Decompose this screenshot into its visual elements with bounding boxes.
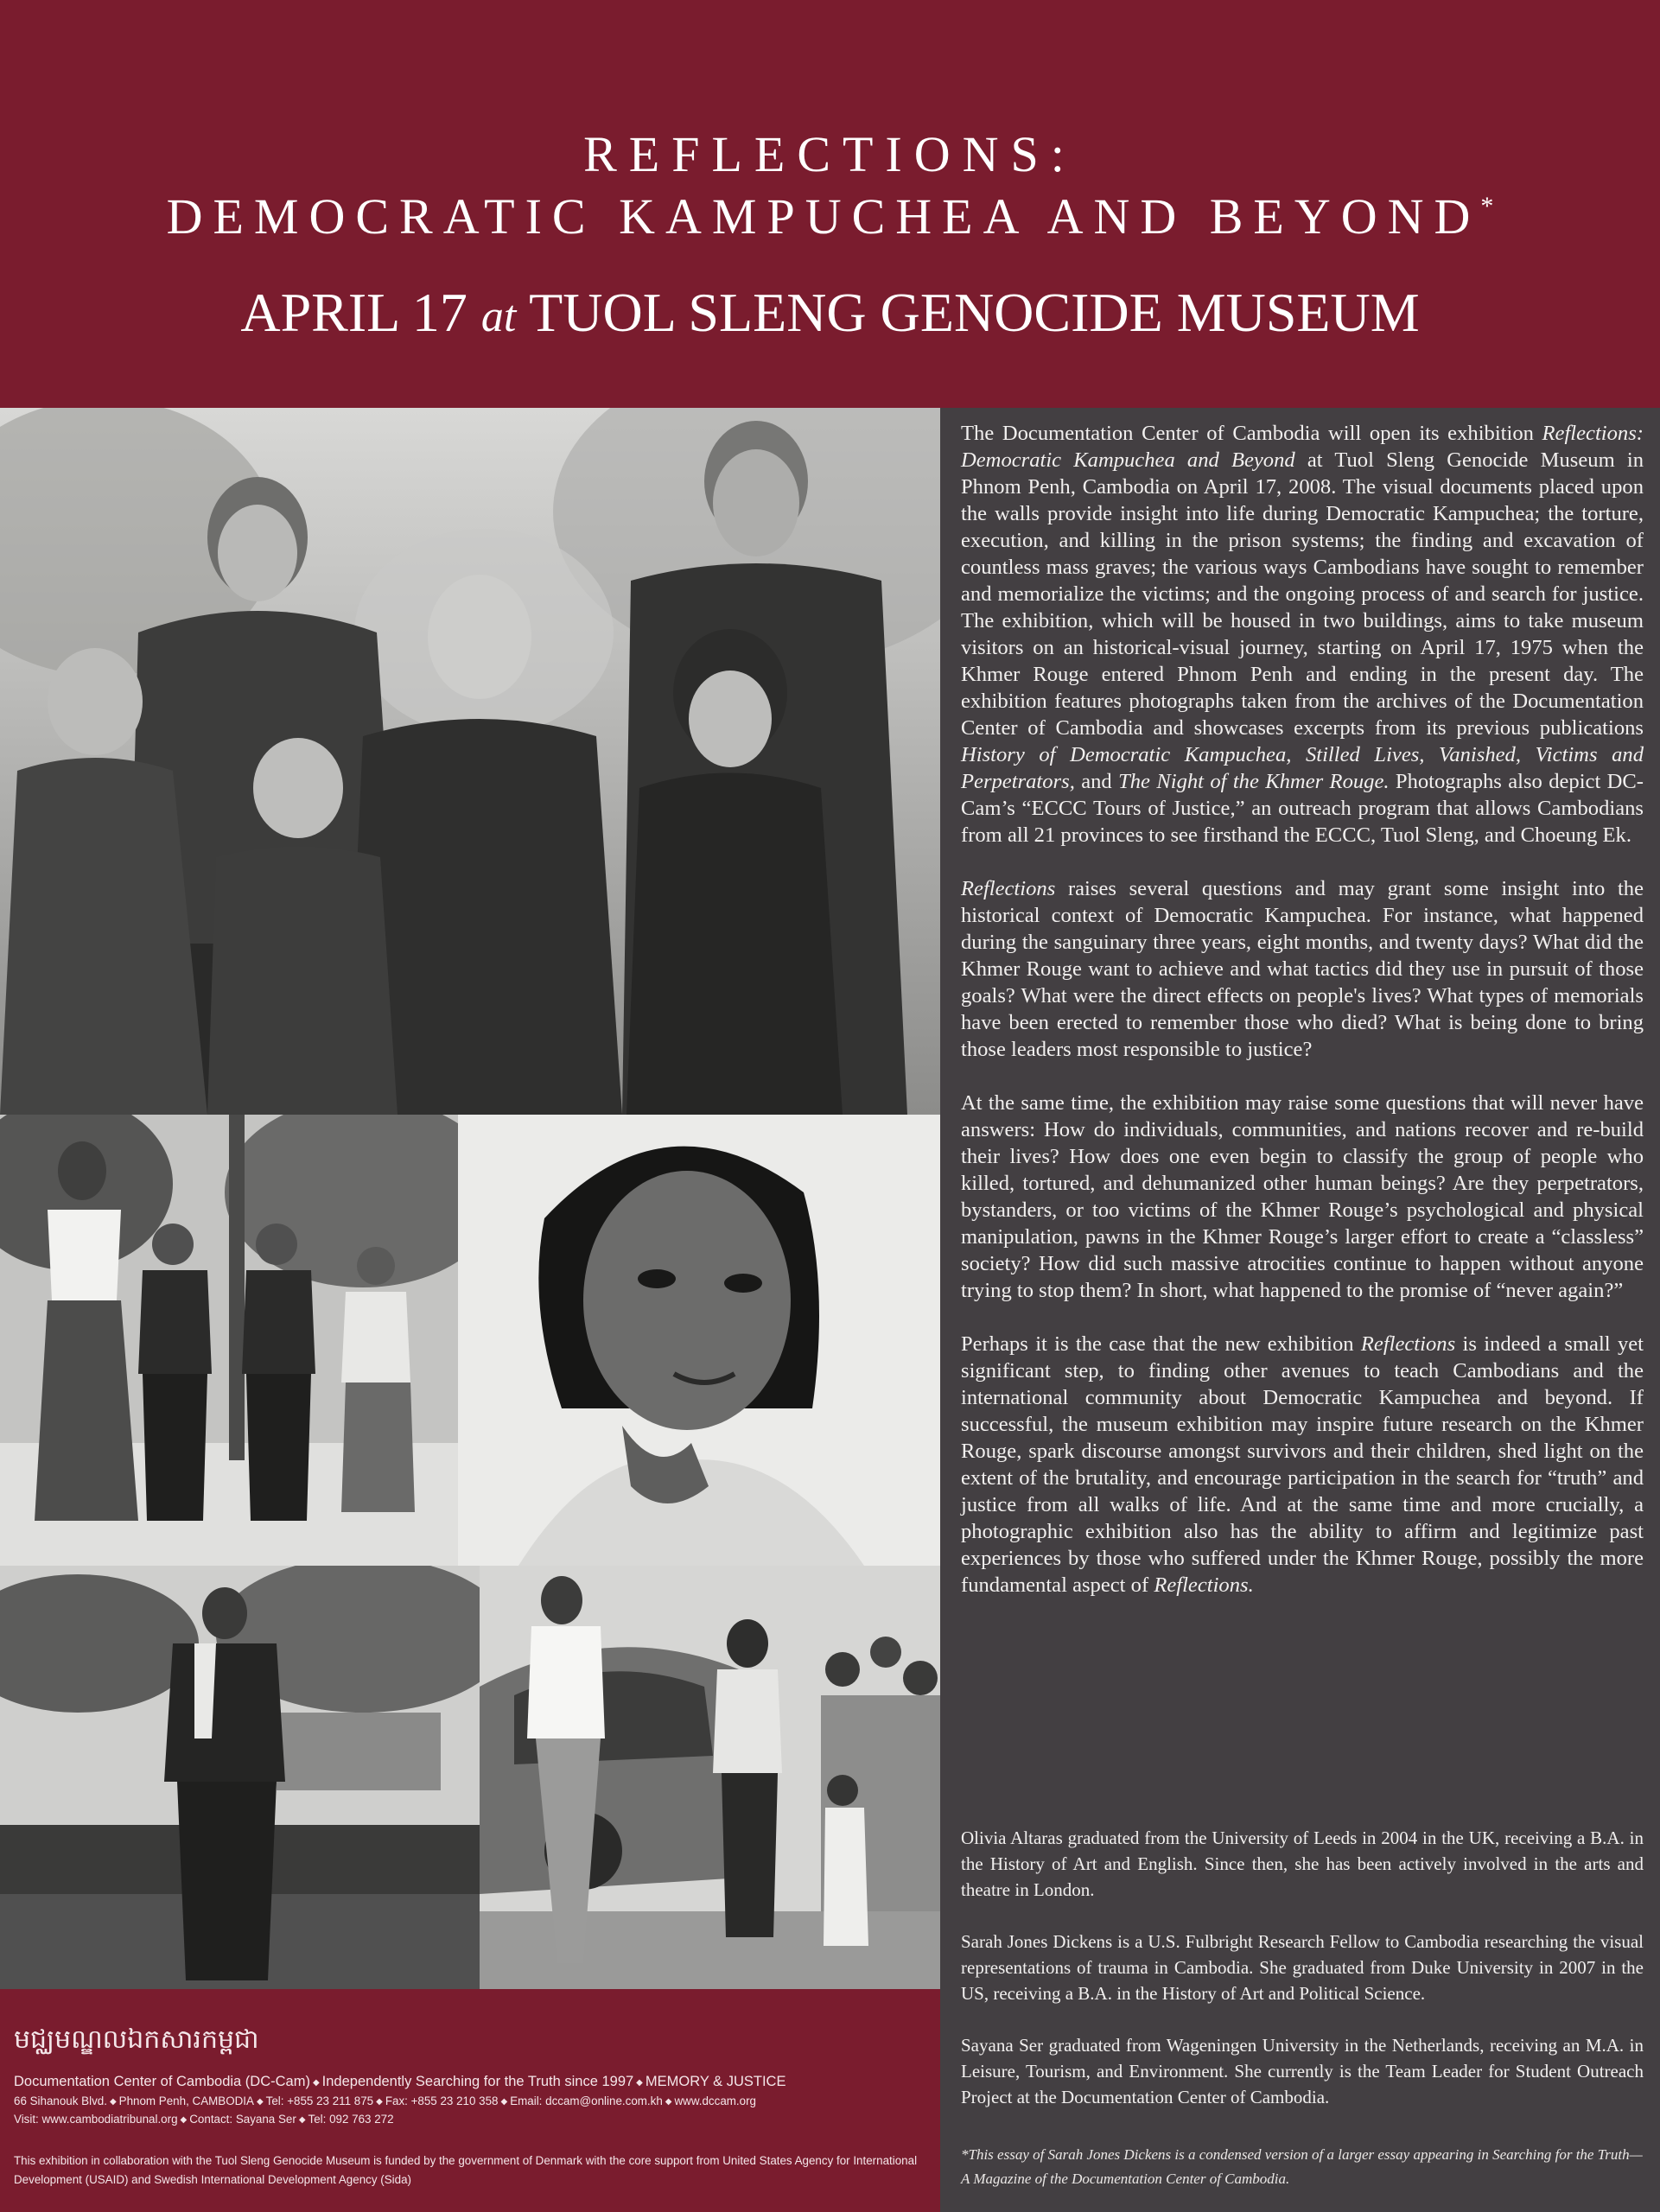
essay-paragraph-2 [961,875,1644,1063]
email[interactable]: Email: dccam@online.com.kh [510,2094,663,2107]
address-line [14,2093,756,2111]
separator: ◆ [665,2097,672,2107]
essay-paragraph-3: At the same time, the exhibition may raise some questions that will never have answers: How do individuals, communities, and nations recover and re-build their lives? How does one even begin to classify the group of people who killed, tortured, and dehumanized other human beings? Are they perpetrators, bystanders, or too victims of the Khmer Rouge’s psychological and physical manipulation, pawns in the Khmer Rouge’s larger effort to create a “classless” society? How did such massive atrocities continue to happen without anyone trying to stop them? In short, what happened to the promise of “never again?” [961,1091,1644,1302]
khmer-logo-text: មជ្ឈមណ្ឌលឯកសារកម្ពុជា [14,2024,259,2055]
funding-statement: This exhibition in collaboration with the Tuol Sleng Genocide Museum is funded by the government of Denmark with the core support from United States Agency for International Development (USAID) and Swedish International Development Agency (Sida) [14,2154,918,2186]
memory-justice: MEMORY & JUSTICE [645,2074,786,2089]
essay-paragraph-4 [961,1331,1644,1599]
fax: Fax: +855 23 210 358 [385,2094,499,2107]
contact-telephone: Tel: 092 763 272 [308,2113,394,2126]
street-address: 66 Sihanouk Blvd. [14,2094,107,2107]
separator: ◆ [636,2078,643,2088]
title-line-2-text: DEMOCRATIC KAMPUCHEA AND BEYOND [166,188,1481,245]
title-line-1: REFLECTIONS: [583,126,1077,182]
subtitle-date: APRIL 17 [240,282,481,343]
subtitle-at: at [480,292,517,341]
essay-p1-a: The Documentation Center of Cambodia will open its exhibition [961,422,1542,445]
separator: ◆ [500,2097,508,2107]
subtitle [0,282,1660,343]
separator: ◆ [312,2078,320,2088]
essay-p1-title: Reflections: Democratic Kampuchea and Beyond [961,422,1644,472]
telephone: Tel: +855 23 211 875 [265,2094,374,2107]
website-link[interactable]: www.dccam.org [674,2094,756,2107]
soldier-photo [0,1566,480,1989]
essay-p4-title-end: Reflections. [1154,1573,1254,1597]
org-line [14,2073,785,2092]
separator: ◆ [256,2097,264,2107]
separator: ◆ [180,2115,188,2125]
essay-panel [940,408,1660,2212]
contact-name: Contact: Sayana Ser [189,2113,296,2126]
essay-p1-b: at Tuol Sleng Genocide Museum in Phnom Penh, Cambodia on April 17, 2008. The visual documents placed upon the walls provide insight into life during Democratic Kampuchea; the torture, execution, and killing in the prison systems; the finding and excavation of countless mass graves; the various ways Cambodians have sought to remember and memorialize the victims; and the ongoing process of and search for justice. The exhibition, which will be housed in two buildings, aims to take museum visitors on an historical-visual journey, starting on April 17, 1975 when the Khmer Rouge entered Phnom Penh and ending in the present day. The exhibition features photographs taken from the archives of the Documentation Center of Cambodia and showcases excerpts from its previous publications [961,448,1644,740]
essay-p1-d: Photographs also depict DC-Cam’s “ECCC Tours of Justice,” an outreach program that allows Cambodians from all 21 provinces to see firsthand the ECCC, Tuol Sleng, and Choeung Ek. [961,770,1644,847]
bio-sarah-jones-dickens: Sarah Jones Dickens is a U.S. Fulbright Research Fellow to Cambodia researching the visual representations of trauma in Cambodia. She graduated from Duke University in 2007 in the US, receiving a B.A. in the History of Art and Political Science. [961,1931,1644,2004]
essay-p1-publications: History of Democratic Kampuchea, Stilled Lives, Vanished, Victims and Perpetrators, [961,743,1644,793]
essay-p4-title: Reflections [1360,1332,1456,1356]
essay-p4-a: Perhaps it is the case that the new exhibition [961,1332,1361,1356]
city: Phnom Penh, CAMBODIA [118,2094,254,2107]
dccam-khmer-logo [14,2022,359,2055]
young-woman-portrait [458,1115,940,1566]
author-bios [961,1825,1644,2136]
separator: ◆ [376,2097,383,2107]
tribunal-link[interactable]: Visit: www.cambodiatribunal.org [14,2113,178,2126]
visit-line [14,2111,394,2129]
children-group-photo [0,1115,458,1566]
title-asterisk: * [1480,192,1494,220]
essay-p1-night: The Night of the Khmer Rouge. [1118,770,1390,793]
essay-paragraph-1 [961,420,1644,849]
title-line-2 [0,188,1660,245]
bio-olivia-altaras: Olivia Altaras graduated from the University of Leeds in 2004 in the UK, receiving a B.A. in the History of Art and English. Since then, she has been actively involved in the arts and theatre in London. [961,1827,1644,1900]
subtitle-venue: TUOL SLENG GENOCIDE MUSEUM [516,282,1420,343]
bio-sayana-ser: Sayana Ser graduated from Wageningen University in the Netherlands, receiving an M.A. in Leisure, Tourism, and Environment. She currently is the Team Leader for Student Outreach Project at the Documentation Center of Cambodia. [961,2035,1644,2107]
essay-p4-b: is indeed a small yet significant step, to finding other avenues to teach Cambodians and the international community about Democratic Kampuchea and beyond. If successful, the museum exhibition may inspire future research on the Khmer Rouge, spark discourse amongst survivors and their children, shed light on the extent of the brutality, and encourage participation in the search for “truth” and justice from all walks of life. And at the same time and more crucially, a photographic exhibition also has the ability to affirm and legitimize past experiences by those who suffered under the Khmer Rouge, possibly the more fundamental aspect of [961,1332,1644,1597]
essay-text [961,420,1644,1625]
org-name: Documentation Center of Cambodia (DC-Cam) [14,2074,310,2089]
separator: ◆ [109,2097,117,2107]
family-photo [0,408,940,1115]
org-slogan: Independently Searching for the Truth since 1997 [321,2074,634,2089]
header-banner [0,0,1660,408]
footer [0,1989,940,2212]
footnote: *This essay of Sarah Jones Dickens is a condensed version of a larger essay appearing in Searching for the Truth—A Magazine of the Documentation Center of Cambodia. [961,2146,1643,2187]
essay-p1-c: and [1074,770,1119,793]
essay-p2-title: Reflections [961,877,1056,900]
essay-p2-a: raises several questions and may grant some insight into the historical context of Democratic Kampuchea. For instance, what happened during the sanguinary three years, eight months, and twenty days? What did the Khmer Rouge want to achieve and what tactics did they use in pursuit of those goals? What were the direct effects on people's lives? What types of memorials have been erected to remember those who died? What is being done to bring those leaders most responsible to justice? [961,877,1644,1061]
separator: ◆ [298,2115,306,2125]
car-crowd-photo [480,1566,940,1989]
